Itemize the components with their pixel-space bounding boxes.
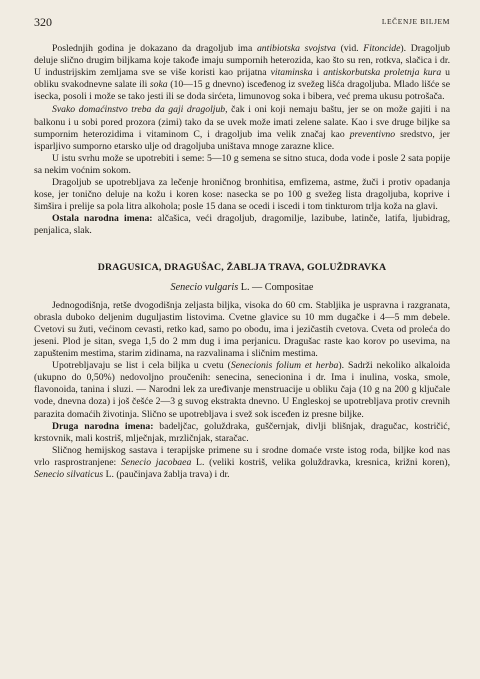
latin-name: Senecio vulgaris L. — Compositae [170, 281, 314, 293]
paragraph-usage: Upotrebljavaju se list i cela biljka u cvetu (Senecionis folium et herba). Sadrži nekoliko alkaloida (ukupno do 0,50%) nedovoljno proučenih: senecina, senecionina i dr. Ima i inulina, voska, smole, flavonoida, tanina i sluzi. — Narodni lek za uređivanje menstruacije u obliku čaja (10 g na 200 g ključale vode, dnevna doza) i još češće 2—3 g suvog ekstrakta dnevno. U Engleskoj se upotrebljava protiv crevnih parazita domaćih životinja. Slično se upotrebljava i svež sok isceđen iz presne biljke. [34, 360, 450, 420]
paragraph-treatment: Dragoljub se upotrebljava za lečenje hroničnog bronhitisa, emfizema, astme, žuči i protiv opadanja kose, jer tonično deluje na kožu i koren kose: nasecka se po 100 g svežeg lista dragoljuba, koprive i šimšira i prelije sa pola litra alkohola; posle 15 dana se ocedi i iscedi i tom tinkturom trlja koža na glavi. [34, 177, 450, 213]
paragraph-description: Jednogodišnja, retše dvogodišnja zeljasta biljka, visoka do 60 cm. Stabljika je uspravna i razgranata, obrasla duboko deljenim duguljastim listovima. Cvetne glavice su 10 mm dugačke i 4—5 mm debele. Cvetovi su žuti, većinom cevasti, retko kad, samo po obodu, ima i jezičastih cvetova. Cveta od proleća do jeseni. Plod je sitan, svega 1,5 do 2 mm dug i ima perjanicu. Dragušac raste kao korov po usevima, na zapuštenim mestima, starim zidinama, na razvalinama i sličnim mestima. [34, 299, 450, 360]
paragraph-related-species: Sličnog hemijskog sastava i terapijske primene su i srodne domaće vrste istog roda, biljke kod nas vrlo rasprostranjene: Senecio jacobaea L. (veliki kostriš, velika goluždravka, kresnica, križni koren), Senecio silvaticus L. (paučinjava žablja trava) i dr. [34, 444, 450, 480]
paragraph-other-names: Ostala narodna imena: alčašica, veći dragoljub, dragomilje, lazibube, latinče, latifa, ljubidrag, penjalica, slak. [34, 213, 450, 237]
paragraph-household: Svako domaćinstvo treba da gaji dragoljub, čak i oni koji nemaju baštu, jer se on može gajiti i na balkonu i u sobi pored prozora (zimi) tako da se uvek može imati zelene salate. Kao i sve druge biljke sa sumpornim heterozidima i vitaminom C, i dragoljub ima velik značaj kao preventivno sredstvo, jer isparljivo sumporno etarsko ulje od dragoljuba uništava mnoge zarazne klice. [34, 104, 450, 152]
paragraph-seed: U istu svrhu može se upotrebiti i seme: 5—10 g semena se sitno stuca, doda vode i posle 2 sata popije sa nekim voćnim sokom. [34, 152, 450, 176]
running-title: LEČENJE BILJEM [381, 17, 450, 26]
page-header [34, 15, 450, 33]
paragraph-folk-names: Druga narodna imena: badeljčac, goluždraka, guščernjak, divlji blišnjak, dragučac, kostričić, krstovnik, mali kostriš, mlječnjak, mrzličnjak, staračac. [34, 420, 450, 444]
paragraph-antibiotic: Poslednjih godina je dokazano da dragoljub ima antibiotska svojstva (vid. Fitoncide). Dragoljub deluje slično drugim biljkama koje takođe imaju sumpornih heterozida, kao što su ren, rotkva, slačica i dr. U industrijskim zemljama sve se više koristi kao prijatna vitaminska i antiskorbutska proletnja kura u obliku svakodnevne salate ili soka (10—15 g dnevno) iscеđenog iz svežeg lišća dragoljuba. Mlado lišće se isecka, posoli i može se tako jesti ili se doda sirćeta, limunovog soka i bibera, već prema ukusu potrošača. [34, 43, 451, 103]
section-title: DRAGUSICA, DRAGUŠAC, ŽABLJA TRAVA, GOLUŽDRAVKA [97, 261, 387, 273]
page-number: 320 [34, 15, 52, 29]
page-body [34, 43, 450, 481]
